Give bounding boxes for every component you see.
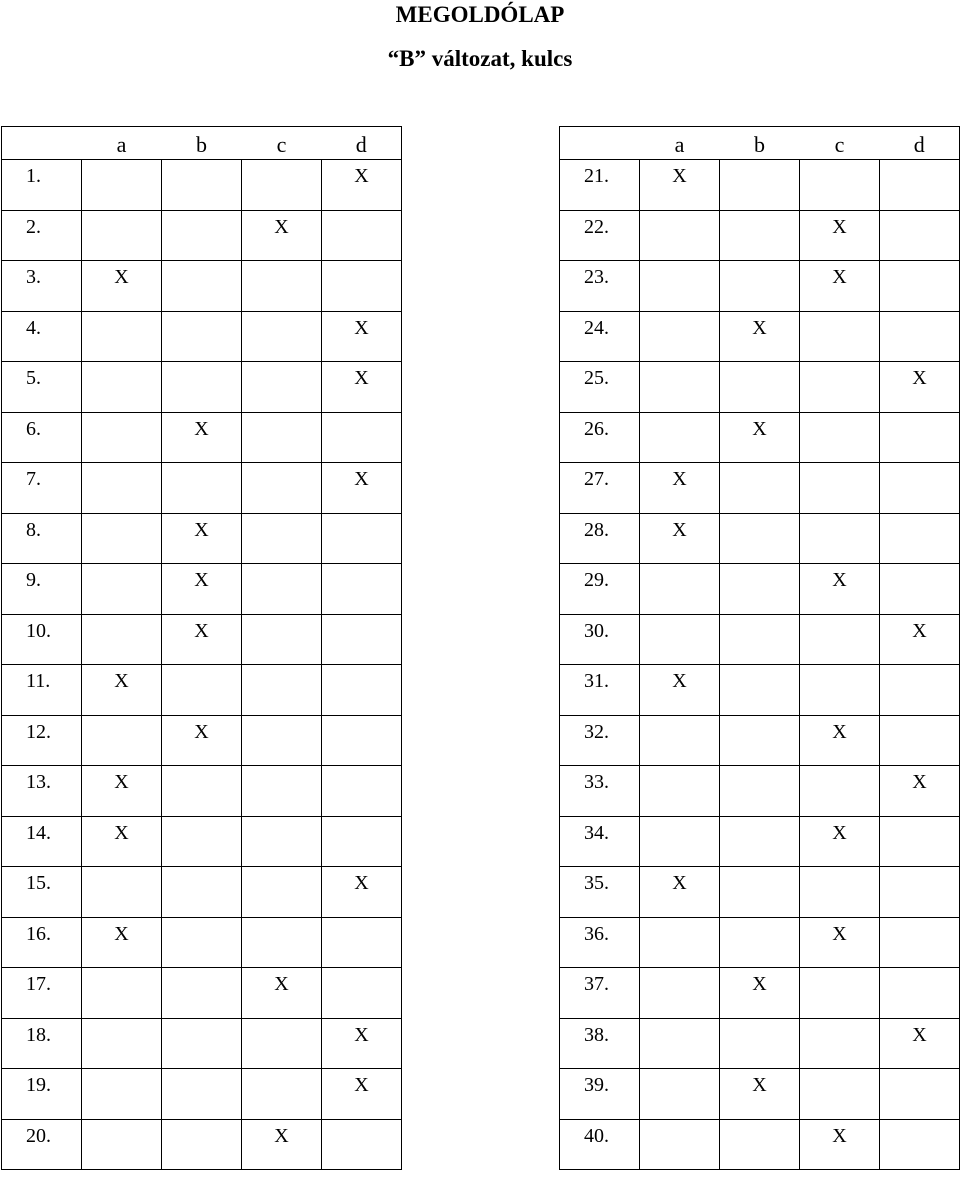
answer-cell-c <box>800 614 880 665</box>
question-number: 25. <box>560 362 640 413</box>
answer-cell-c <box>800 463 880 514</box>
answer-row <box>2 564 402 615</box>
answer-row <box>560 1119 960 1170</box>
answer-cell-b <box>720 665 800 716</box>
answer-cell-a: X <box>82 766 162 817</box>
answer-cell-b <box>720 715 800 766</box>
answer-cell-b <box>720 867 800 918</box>
answer-row <box>2 362 402 413</box>
answer-cell-a <box>640 1018 720 1069</box>
question-number: 9. <box>2 564 82 615</box>
answer-cell-b <box>720 564 800 615</box>
answer-cell-c <box>242 362 322 413</box>
answer-cell-d <box>880 665 960 716</box>
answer-cell-d <box>322 715 402 766</box>
answer-cell-a <box>82 311 162 362</box>
answer-cell-a: X <box>82 816 162 867</box>
question-number: 40. <box>560 1119 640 1170</box>
question-number: 11. <box>2 665 82 716</box>
answer-cell-c: X <box>800 564 880 615</box>
answer-cell-b <box>720 513 800 564</box>
answer-cell-a <box>82 513 162 564</box>
question-number: 14. <box>2 816 82 867</box>
question-number: 1. <box>2 160 82 211</box>
answer-cell-d <box>322 665 402 716</box>
question-number-header <box>560 127 640 160</box>
answer-cell-d <box>880 1069 960 1120</box>
answer-cell-c <box>800 867 880 918</box>
answer-cell-a <box>82 210 162 261</box>
answer-cell-c <box>242 160 322 211</box>
answer-cell-c <box>800 665 880 716</box>
option-header-b: b <box>162 127 242 160</box>
answer-row <box>560 816 960 867</box>
answer-cell-c: X <box>800 816 880 867</box>
option-header-a: a <box>640 127 720 160</box>
answer-cell-c <box>242 1018 322 1069</box>
option-header-a: a <box>82 127 162 160</box>
answer-cell-b <box>720 614 800 665</box>
answer-cell-d <box>322 917 402 968</box>
answer-row <box>2 665 402 716</box>
answer-cell-d <box>880 917 960 968</box>
answer-cell-d <box>880 210 960 261</box>
answer-cell-a: X <box>640 867 720 918</box>
answer-cell-a: X <box>82 665 162 716</box>
answer-cell-a <box>82 160 162 211</box>
answer-cell-d: X <box>322 1018 402 1069</box>
question-number: 39. <box>560 1069 640 1120</box>
answer-cell-d: X <box>880 614 960 665</box>
answer-cell-d <box>880 311 960 362</box>
answer-cell-a <box>640 766 720 817</box>
question-number: 10. <box>2 614 82 665</box>
answer-row <box>2 160 402 211</box>
answer-cell-c <box>242 261 322 312</box>
answer-row <box>560 210 960 261</box>
answer-cell-a <box>640 968 720 1019</box>
question-number: 36. <box>560 917 640 968</box>
answer-cell-d <box>880 463 960 514</box>
option-header-c: c <box>800 127 880 160</box>
answer-cell-b <box>162 816 242 867</box>
question-number: 4. <box>2 311 82 362</box>
answer-row <box>2 513 402 564</box>
option-header-d: d <box>322 127 402 160</box>
answer-cell-c <box>800 513 880 564</box>
answer-cell-d <box>880 715 960 766</box>
answer-cell-b <box>162 463 242 514</box>
answer-cell-d <box>880 564 960 615</box>
answer-cell-b: X <box>162 614 242 665</box>
answer-cell-d <box>322 816 402 867</box>
answer-cell-c: X <box>800 715 880 766</box>
question-number: 27. <box>560 463 640 514</box>
answer-cell-c <box>800 160 880 211</box>
answer-cell-d: X <box>880 362 960 413</box>
answer-row <box>560 1069 960 1120</box>
question-number: 30. <box>560 614 640 665</box>
answer-cell-a <box>82 564 162 615</box>
question-number: 17. <box>2 968 82 1019</box>
answer-cell-a: X <box>82 261 162 312</box>
answer-cell-b: X <box>720 968 800 1019</box>
answer-cell-b: X <box>162 564 242 615</box>
answer-cell-b <box>162 1018 242 1069</box>
answer-cell-a <box>640 715 720 766</box>
answer-cell-d <box>880 968 960 1019</box>
question-number: 26. <box>560 412 640 463</box>
answer-cell-d <box>322 412 402 463</box>
answer-row <box>560 160 960 211</box>
answer-row <box>560 614 960 665</box>
answer-cell-c: X <box>242 968 322 1019</box>
answer-cell-a <box>82 1018 162 1069</box>
page-subtitle: “B” változat, kulcs <box>387 46 573 71</box>
answer-cell-c <box>242 917 322 968</box>
answer-cell-b <box>162 210 242 261</box>
answer-cell-a <box>640 210 720 261</box>
answer-cell-a <box>82 614 162 665</box>
answer-rows-right <box>560 160 960 1170</box>
answer-cell-b: X <box>162 715 242 766</box>
answer-cell-b: X <box>162 513 242 564</box>
answer-cell-c <box>242 1069 322 1120</box>
answer-cell-d <box>322 968 402 1019</box>
answer-cell-a <box>82 1119 162 1170</box>
answer-row <box>2 816 402 867</box>
answer-cell-d <box>322 513 402 564</box>
question-number: 32. <box>560 715 640 766</box>
answer-row <box>560 564 960 615</box>
answer-cell-c <box>242 715 322 766</box>
option-header-c: c <box>242 127 322 160</box>
answer-row <box>560 665 960 716</box>
answer-row <box>2 1069 402 1120</box>
question-number: 22. <box>560 210 640 261</box>
answer-cell-c <box>242 463 322 514</box>
answer-row <box>2 614 402 665</box>
answer-cell-b <box>162 1069 242 1120</box>
answer-cell-d: X <box>322 160 402 211</box>
answer-cell-d <box>880 513 960 564</box>
question-number: 34. <box>560 816 640 867</box>
answer-cell-d <box>322 261 402 312</box>
answer-cell-d <box>880 412 960 463</box>
answer-cell-a <box>640 564 720 615</box>
answer-cell-b <box>720 917 800 968</box>
answer-cell-a: X <box>640 463 720 514</box>
answer-row <box>560 715 960 766</box>
answer-cell-b <box>720 1018 800 1069</box>
answer-cell-c: X <box>800 917 880 968</box>
answer-cell-c: X <box>242 1119 322 1170</box>
answer-cell-c <box>800 968 880 1019</box>
answer-cell-c <box>242 564 322 615</box>
answer-cell-c <box>800 766 880 817</box>
answer-cell-a <box>640 1069 720 1120</box>
answer-cell-b: X <box>162 412 242 463</box>
question-number: 2. <box>2 210 82 261</box>
answer-cell-b: X <box>720 412 800 463</box>
answer-cell-d: X <box>322 1069 402 1120</box>
question-number: 38. <box>560 1018 640 1069</box>
question-number: 35. <box>560 867 640 918</box>
answer-row <box>560 917 960 968</box>
answer-cell-a <box>82 715 162 766</box>
answer-cell-d <box>880 867 960 918</box>
answer-cell-b <box>162 665 242 716</box>
answer-cell-b <box>162 867 242 918</box>
answer-cell-c <box>242 412 322 463</box>
answer-cell-d <box>880 1119 960 1170</box>
option-header-d: d <box>880 127 960 160</box>
answer-row <box>560 513 960 564</box>
question-number: 5. <box>2 362 82 413</box>
answer-cell-b <box>162 968 242 1019</box>
question-number: 28. <box>560 513 640 564</box>
answer-cell-a <box>640 1119 720 1170</box>
answer-cell-d <box>880 261 960 312</box>
answer-cell-b <box>162 917 242 968</box>
answer-cell-c <box>800 1018 880 1069</box>
answer-rows-left <box>2 160 402 1170</box>
question-number: 19. <box>2 1069 82 1120</box>
answer-row <box>560 311 960 362</box>
answer-row <box>2 210 402 261</box>
question-number: 31. <box>560 665 640 716</box>
answer-cell-b <box>162 766 242 817</box>
answer-cell-d <box>322 1119 402 1170</box>
question-number: 20. <box>2 1119 82 1170</box>
answer-cell-b <box>162 311 242 362</box>
answer-cell-b <box>162 261 242 312</box>
question-number: 8. <box>2 513 82 564</box>
answer-row <box>2 867 402 918</box>
answer-row <box>2 261 402 312</box>
answer-cell-d: X <box>880 766 960 817</box>
answer-cell-c <box>800 412 880 463</box>
answer-cell-a <box>640 362 720 413</box>
answer-row <box>2 463 402 514</box>
answer-cell-a <box>82 412 162 463</box>
question-number: 37. <box>560 968 640 1019</box>
question-number: 21. <box>560 160 640 211</box>
question-number-header <box>2 127 82 160</box>
answer-cell-d <box>322 766 402 817</box>
answer-cell-d <box>880 816 960 867</box>
answer-cell-c <box>800 1069 880 1120</box>
answer-cell-c <box>800 311 880 362</box>
answer-row <box>2 766 402 817</box>
answer-cell-c <box>242 311 322 362</box>
answer-cell-a: X <box>640 513 720 564</box>
answer-cell-b <box>720 1119 800 1170</box>
answer-cell-b <box>162 1119 242 1170</box>
answer-row <box>560 1018 960 1069</box>
answer-cell-b <box>720 463 800 514</box>
answer-cell-a <box>82 1069 162 1120</box>
answer-row <box>560 412 960 463</box>
answer-cell-d <box>322 564 402 615</box>
answer-row <box>2 1018 402 1069</box>
question-number: 18. <box>2 1018 82 1069</box>
answer-cell-b <box>720 766 800 817</box>
answer-cell-a: X <box>82 917 162 968</box>
answer-cell-a <box>640 412 720 463</box>
answer-cell-a <box>640 261 720 312</box>
answer-row <box>560 362 960 413</box>
answer-row <box>2 715 402 766</box>
answer-table-header <box>560 127 960 160</box>
answer-cell-c <box>800 362 880 413</box>
question-number: 13. <box>2 766 82 817</box>
answer-cell-a <box>82 362 162 413</box>
page-title: MEGOLDÓLAP <box>395 2 565 27</box>
answer-cell-a <box>82 463 162 514</box>
question-number: 3. <box>2 261 82 312</box>
answer-cell-c <box>242 867 322 918</box>
answer-cell-b <box>162 362 242 413</box>
answer-cell-d <box>880 160 960 211</box>
answer-row <box>2 412 402 463</box>
question-number: 24. <box>560 311 640 362</box>
question-number: 16. <box>2 917 82 968</box>
answer-cell-a <box>640 816 720 867</box>
answer-row <box>560 867 960 918</box>
answer-cell-a <box>640 917 720 968</box>
answer-table-right <box>559 126 960 1170</box>
question-number: 29. <box>560 564 640 615</box>
answer-cell-d: X <box>322 463 402 514</box>
answer-cell-a: X <box>640 665 720 716</box>
question-number: 15. <box>2 867 82 918</box>
answer-cell-c: X <box>800 210 880 261</box>
answer-table-header <box>2 127 402 160</box>
answer-cell-b: X <box>720 311 800 362</box>
answer-cell-b <box>720 261 800 312</box>
answer-cell-b <box>720 210 800 261</box>
answer-cell-d: X <box>322 867 402 918</box>
answer-cell-c: X <box>242 210 322 261</box>
question-number: 12. <box>2 715 82 766</box>
answer-cell-c <box>242 766 322 817</box>
answer-cell-a <box>82 968 162 1019</box>
answer-cell-b <box>720 816 800 867</box>
answer-row <box>560 261 960 312</box>
answer-row <box>560 766 960 817</box>
answer-cell-a <box>640 614 720 665</box>
answer-cell-a <box>82 867 162 918</box>
answer-cell-c: X <box>800 261 880 312</box>
answer-cell-c <box>242 513 322 564</box>
answer-cell-c: X <box>800 1119 880 1170</box>
answer-table-left <box>1 126 402 1170</box>
answer-cell-d: X <box>880 1018 960 1069</box>
answer-cell-a: X <box>640 160 720 211</box>
answer-row <box>2 1119 402 1170</box>
question-number: 7. <box>2 463 82 514</box>
answer-cell-b: X <box>720 1069 800 1120</box>
answer-cell-c <box>242 816 322 867</box>
answer-row <box>2 968 402 1019</box>
answer-cell-b <box>162 160 242 211</box>
answer-cell-d: X <box>322 362 402 413</box>
answer-cell-b <box>720 362 800 413</box>
question-number: 23. <box>560 261 640 312</box>
answer-row <box>2 311 402 362</box>
answer-row <box>560 968 960 1019</box>
answer-cell-c <box>242 665 322 716</box>
answer-row <box>560 463 960 514</box>
question-number: 33. <box>560 766 640 817</box>
answer-cell-d <box>322 210 402 261</box>
answer-cell-a <box>640 311 720 362</box>
question-number: 6. <box>2 412 82 463</box>
answer-cell-c <box>242 614 322 665</box>
option-header-b: b <box>720 127 800 160</box>
answer-cell-d: X <box>322 311 402 362</box>
answer-cell-d <box>322 614 402 665</box>
answer-row <box>2 917 402 968</box>
answer-cell-b <box>720 160 800 211</box>
